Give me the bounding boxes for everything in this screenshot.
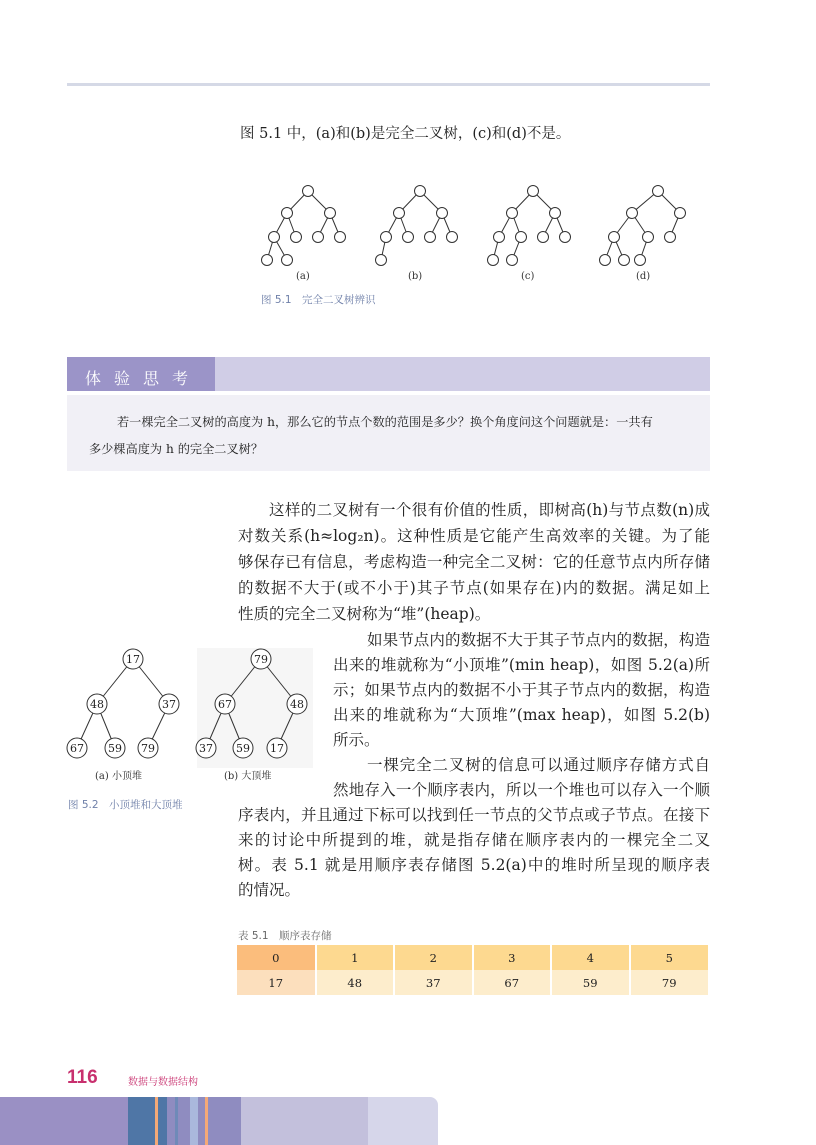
band-segment	[0, 1097, 128, 1145]
heap-node: 17	[126, 653, 140, 666]
body-line: 出来的堆就称为“小顶堆”(min heap)，如图 5.2(a)所	[333, 656, 710, 674]
body-line: 出来的堆就称为“大顶堆”(max heap)，如图 5.2(b)	[333, 706, 710, 724]
table-cell: 17	[237, 970, 316, 995]
figure-5-2-heaps	[60, 645, 320, 765]
heap-node: 79	[141, 742, 155, 755]
heap-node: 17	[270, 742, 284, 755]
experience-line: 多少棵高度为 h 的完全二叉树？	[89, 442, 264, 456]
intro-text: 图 5.1 中，(a)和(b)是完全二叉树，(c)和(d)不是。	[240, 126, 571, 142]
tree-a	[262, 186, 346, 266]
band-segment	[208, 1097, 241, 1145]
body-line: 树。表 5.1 就是用顺序表存储图 5.2(a)中的堆时所呈现的顺序表	[238, 856, 710, 874]
max-heap	[196, 649, 307, 758]
figure-5-1-caption: 图 5.1 完全二叉树辨识	[261, 294, 376, 306]
table-index-row	[237, 945, 708, 970]
body-line: 这样的二叉树有一个很有价值的性质，即树高(h)与节点数(n)成	[269, 501, 710, 519]
sequence-table	[237, 945, 708, 995]
band-segment	[241, 1097, 368, 1145]
body-line: 然地存入一个顺序表内，所以一个堆也可以存入一个顺	[333, 781, 710, 799]
body-line: 的数据不大于(或不小于)其子节点(如果存在)内的数据。满足如上	[238, 579, 710, 597]
heap-node: 37	[162, 698, 176, 711]
tree-c-label: (c)	[521, 271, 535, 282]
heap-node: 48	[90, 698, 104, 711]
table-cell: 4	[551, 945, 630, 970]
table-cell: 0	[237, 945, 316, 970]
header-rule	[67, 83, 710, 86]
heap-node: 79	[254, 653, 268, 666]
min-heap-label: (a) 小顶堆	[95, 771, 142, 782]
experience-header	[67, 357, 710, 391]
table-cell: 37	[394, 970, 473, 995]
tree-b-label: (b)	[408, 271, 423, 282]
heap-node: 37	[199, 742, 213, 755]
figure-5-2-caption: 图 5.2 小顶堆和大顶堆	[68, 799, 183, 811]
table-cell: 59	[551, 970, 630, 995]
tree-b	[376, 186, 458, 266]
tree-d-label: (d)	[636, 271, 651, 282]
table-cell: 48	[316, 970, 395, 995]
body-line: 示；如果节点内的数据不小于其子节点内的数据，构造	[333, 681, 710, 699]
body-line: 够保存已有信息，考虑构造一种完全二叉树：它的任意节点内所存储	[238, 553, 710, 571]
body-line: 序表内，并且通过下标可以找到任一节点的父节点或子节点。在接下	[238, 806, 710, 824]
body-line: 性质的完全二叉树称为“堆”(heap)。	[238, 605, 491, 623]
band-segment	[158, 1097, 167, 1145]
tree-c	[488, 186, 571, 266]
book-title: 数据与数据结构	[128, 1077, 198, 1088]
min-heap	[67, 649, 179, 758]
experience-box	[67, 395, 710, 471]
table-cell: 5	[630, 945, 709, 970]
max-heap-label: (b) 大顶堆	[224, 771, 272, 782]
table-caption: 表 5.1 顺序表存储	[238, 930, 332, 942]
body-line: 一棵完全二叉树的信息可以通过顺序存储方式自	[367, 756, 710, 774]
table-cell: 1	[316, 945, 395, 970]
body-line: 的情况。	[238, 881, 301, 899]
table-value-row	[237, 970, 708, 995]
band-segment	[368, 1097, 438, 1145]
tree-d	[600, 186, 686, 266]
experience-title: 体验思考	[67, 357, 215, 391]
figure-5-1-trees	[250, 180, 690, 270]
table-cell: 2	[394, 945, 473, 970]
body-line: 对数关系(h≈log₂n)。这种性质是它能产生高效率的关键。为了能	[238, 527, 710, 545]
heap-node: 48	[290, 698, 304, 711]
page-number: 116	[67, 1067, 98, 1088]
heap-node: 67	[70, 742, 84, 755]
band-segment	[128, 1097, 155, 1145]
experience-line: 若一棵完全二叉树的高度为 h，那么它的节点个数的范围是多少？换个角度问这个问题就是：一共有	[117, 415, 653, 429]
heap-node: 67	[218, 698, 232, 711]
band-segment	[190, 1097, 198, 1145]
band-segment	[175, 1097, 178, 1145]
table-cell: 3	[473, 945, 552, 970]
band-segment	[167, 1097, 190, 1145]
table-cell: 79	[630, 970, 709, 995]
heap-node: 59	[108, 742, 122, 755]
tree-a-label: (a)	[296, 271, 310, 282]
body-line: 所示。	[333, 731, 380, 749]
body-line: 如果节点内的数据不大于其子节点内的数据，构造	[367, 631, 710, 649]
heap-node: 59	[236, 742, 250, 755]
band-segment	[198, 1097, 205, 1145]
body-line: 来的讨论中所提到的堆，就是指存储在顺序表内的一棵完全二叉	[238, 831, 710, 849]
table-cell: 67	[473, 970, 552, 995]
